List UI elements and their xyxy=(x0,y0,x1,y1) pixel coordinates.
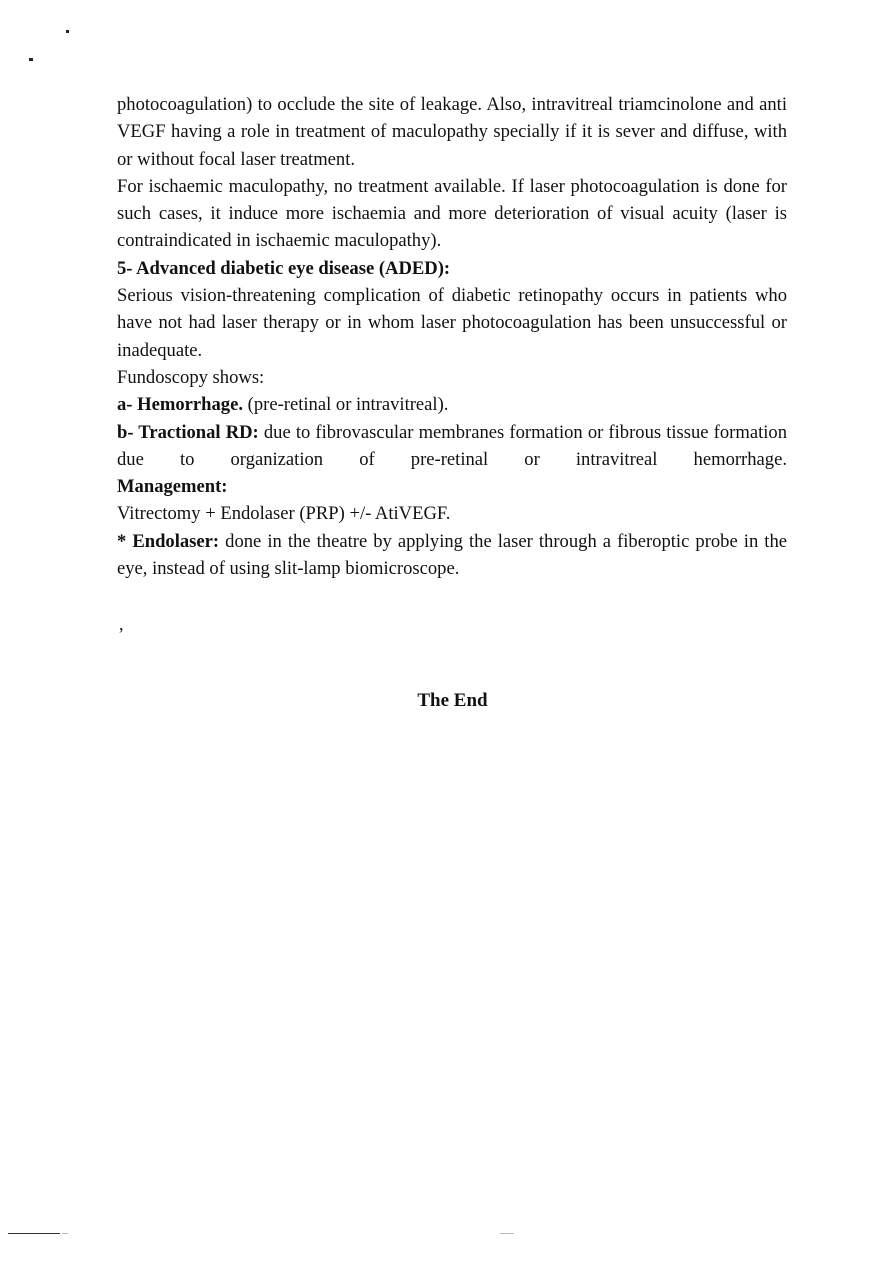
scan-speck xyxy=(66,30,69,33)
list-item xyxy=(117,419,787,474)
note xyxy=(117,528,787,583)
paragraph: For ischaemic maculopathy, no treatment available. If laser photocoagulation is done for such cases, it induce more ischaemia and more deterioration of visual acuity (laser is contraindicated in ischaemic maculopathy). xyxy=(117,175,787,252)
footer-rule-faint xyxy=(62,1233,68,1234)
closing-title: The End xyxy=(417,690,488,711)
management-heading xyxy=(117,473,787,500)
list-item-label: a- Hemorrhage. xyxy=(117,394,243,416)
list-item xyxy=(117,391,787,418)
paragraph: Vitrectomy + Endolaser (PRP) +/- AtiVEGF. xyxy=(117,503,451,525)
note-text: done in the theatre by applying the laser through a fiberoptic probe in the eye, instead of using slit-lamp biomicroscope. xyxy=(117,530,787,580)
footer-rule xyxy=(8,1233,60,1234)
list-item-text: (pre-retinal or intravitreal). xyxy=(242,394,449,416)
paragraph: Serious vision-threatening complication of diabetic retinopathy occurs in patients who have not had laser therapy or in whom laser photocoagulation has been unsuccessful or inadequate. xyxy=(117,285,787,361)
heading-text: 5- Advanced diabetic eye disease (ADED): xyxy=(117,257,451,279)
management-label: Management: xyxy=(117,476,228,498)
paragraph: Fundoscopy shows: xyxy=(117,366,265,388)
scan-speck xyxy=(29,58,33,61)
section-heading xyxy=(117,255,787,282)
list-item-text: due to fibrovascular membranes formation or fibrous tissue formation due to organization of pre-retinal or intravitreal hemorrhage. xyxy=(117,421,787,470)
list-item-label: b- Tractional RD: xyxy=(117,421,259,443)
stray-mark: , xyxy=(119,614,124,634)
footer-rule-faint xyxy=(500,1233,514,1234)
body-text xyxy=(117,91,787,582)
paragraph: photocoagulation) to occlude the site of leakage. Also, intravitreal triamcinolone and anti VEGF having a role in treatment of maculopathy specially if it is sever and diffuse, with or without focal laser treatment. xyxy=(117,94,787,170)
note-label: * Endolaser: xyxy=(117,530,220,552)
